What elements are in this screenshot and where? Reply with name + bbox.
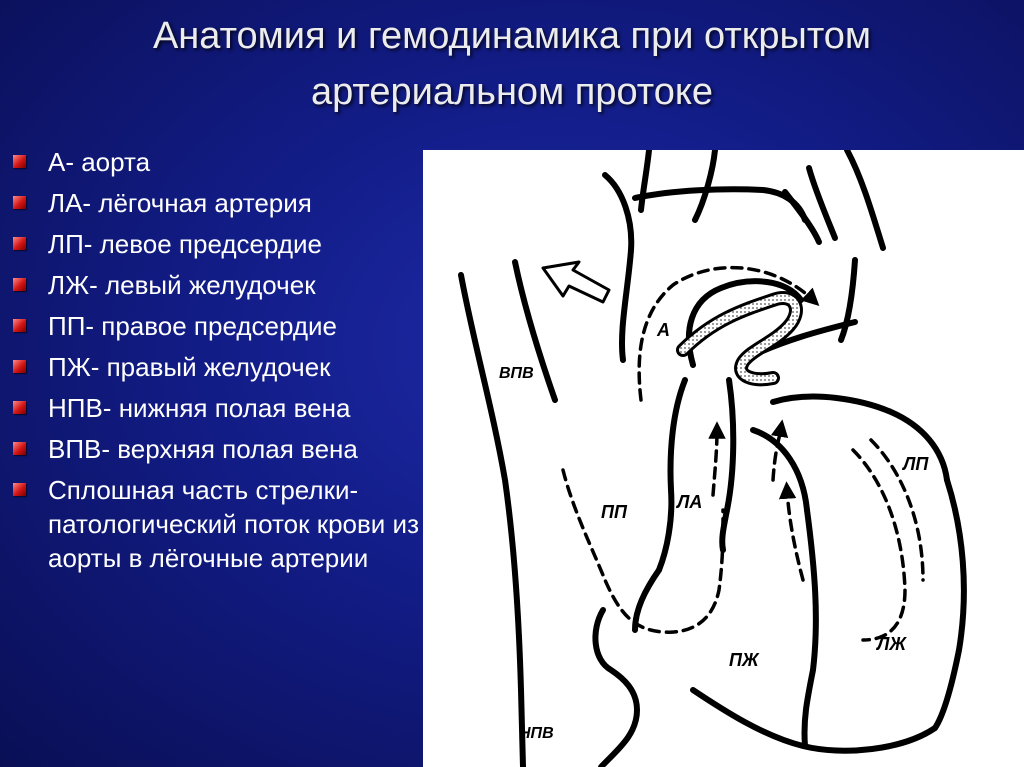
right-atrium xyxy=(635,570,659,630)
flow-dashed-lv-1 xyxy=(853,450,905,640)
bullet-icon xyxy=(13,442,26,455)
legend-item-text: ЛП- левое предсердие xyxy=(48,229,323,259)
septum xyxy=(804,510,815,746)
legend-item xyxy=(10,432,422,466)
flow-arrow-hollow xyxy=(543,262,609,302)
bullet-icon xyxy=(13,319,26,332)
legend-item xyxy=(10,473,422,575)
legend-item xyxy=(10,227,422,261)
flow-dashed-lp-1 xyxy=(773,428,781,480)
legend-item-text: А- аорта xyxy=(48,147,151,177)
aorta-branch-2 xyxy=(695,150,715,220)
ductus-shunt-fill xyxy=(683,298,796,379)
bullet-icon xyxy=(13,360,26,373)
legend-item xyxy=(10,268,422,302)
legend-item-text: НПВ- нижняя полая вена xyxy=(48,393,351,423)
legend-item xyxy=(10,145,422,179)
bullet-icon xyxy=(13,278,26,291)
aorta-outer xyxy=(605,175,631,360)
label-lp: ЛП xyxy=(903,454,929,474)
label-vpv: ВПВ xyxy=(499,365,534,382)
aorta-branch-3 xyxy=(785,192,819,242)
legend-item xyxy=(10,309,422,343)
pulmonary-trunk xyxy=(659,380,685,570)
label-npv: НПВ xyxy=(519,725,554,742)
legend-list xyxy=(10,145,422,582)
svc-outline xyxy=(461,275,523,767)
bullet-icon xyxy=(13,155,26,168)
label-lzh: ЛЖ xyxy=(877,634,907,654)
label-la: ЛА xyxy=(677,492,703,512)
bullet-icon xyxy=(13,483,26,496)
legend-item-text: ПЖ- правый желудочек xyxy=(48,352,331,382)
legend-item xyxy=(10,391,422,425)
legend-item xyxy=(10,186,422,220)
left-atrium-inner xyxy=(753,430,807,510)
bullet-icon xyxy=(13,237,26,250)
legend-item-text: ПП- правое предсердие xyxy=(48,311,337,341)
flow-dashed-lp-2 xyxy=(787,490,803,580)
flow-dashed-pa xyxy=(713,430,717,495)
legend-item-text: ЛЖ- левый желудочек xyxy=(48,270,316,300)
ivc-wall xyxy=(595,610,637,767)
bullet-icon xyxy=(13,196,26,209)
label-pp: ПП xyxy=(601,502,627,522)
bullet-icon xyxy=(13,401,26,414)
aorta-branch-5 xyxy=(847,150,883,248)
label-a: А xyxy=(657,320,670,340)
slide-title: Анатомия и гемодинамика при открытом артериальном протоке xyxy=(152,15,872,113)
aorta-top xyxy=(635,189,805,220)
legend-item xyxy=(10,350,422,384)
legend-item-text: ВПВ- верхняя полая вена xyxy=(48,434,358,464)
left-ventricle xyxy=(935,480,964,728)
label-pzh: ПЖ xyxy=(729,650,759,670)
heart-diagram-svg xyxy=(423,150,1024,767)
ventricle-bottom xyxy=(693,690,935,751)
legend-item-text: Сплошная часть стрелки- патологический поток крови из аорты в лёгочные артерии xyxy=(48,475,419,573)
heart-diagram xyxy=(423,150,1024,767)
legend-item-text: ЛА- лёгочная артерия xyxy=(48,188,312,218)
aorta-branch-1 xyxy=(641,150,649,210)
